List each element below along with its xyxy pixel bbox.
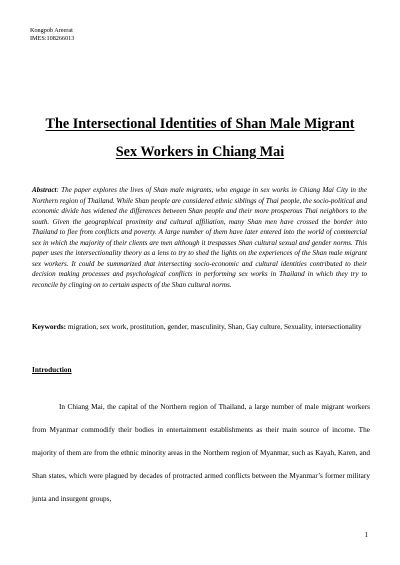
abstract-text: : The paper explores the lives of Shan male migrants, who engage in sex works in Chiang Mai City in the Northern region of Thailand. While Shan people are considered ethnic siblings of Thai people, the socio-political and economic divide has widened the differences between Shan people and their more prosperous Thai neighbors to the south. Given the geographical proximity and cultural affiliation, many Shan men have crossed the border into Thailand to flee from conflicts and poverty. A large number of them have later entered into the world of commercial sex in which the majority of their clients are men although it trespasses Shan cultural sexual and gender norms. This paper uses the intersectionality theory as a lens to try to shed the lights on the experiences of the Shan male migrant sex workers. It could be summarized that intersecting socio-economic and cultural identities contributed to their decision making processes and psychological conflicts in performing sex works in Thailand in which they try to reconcile by clinging on to certain aspects of the Shan cultural norms. bbox=[32, 186, 367, 289]
student-id: IMES:108266013 bbox=[30, 35, 75, 42]
abstract bbox=[32, 185, 367, 290]
introduction-heading: Introduction bbox=[32, 365, 72, 374]
page-number: 1 bbox=[364, 531, 368, 539]
author-name: Kongpob Areerat bbox=[30, 27, 73, 34]
title-line-2: Sex Workers in Chiang Mai bbox=[115, 144, 285, 160]
abstract-label: Abstract bbox=[32, 186, 57, 194]
introduction-paragraph: In Chiang Mai, the capital of the Northern region of Thailand, a large number of male migrant workers from Myanmar commodify their bodies in entertainment establishments as their main source of income. The majority of them are from the ethnic minority areas in the Northern region of Myanmar, such as Kayah, Karen, and Shan states, which were plagued by decades of protracted armed conflicts between the Myanmar’s former military junta and insurgent groups, bbox=[32, 402, 370, 503]
keywords-text: migration, sex work, prostitution, gender, masculinity, Shan, Gay culture, Sexuality, intersectionality bbox=[66, 322, 362, 331]
author-info bbox=[30, 27, 74, 43]
paper-title bbox=[20, 110, 380, 166]
keywords bbox=[32, 320, 367, 333]
title-line-1: The Intersectional Identities of Shan Male Migrant bbox=[45, 116, 355, 132]
keywords-label: Keywords: bbox=[32, 322, 67, 331]
